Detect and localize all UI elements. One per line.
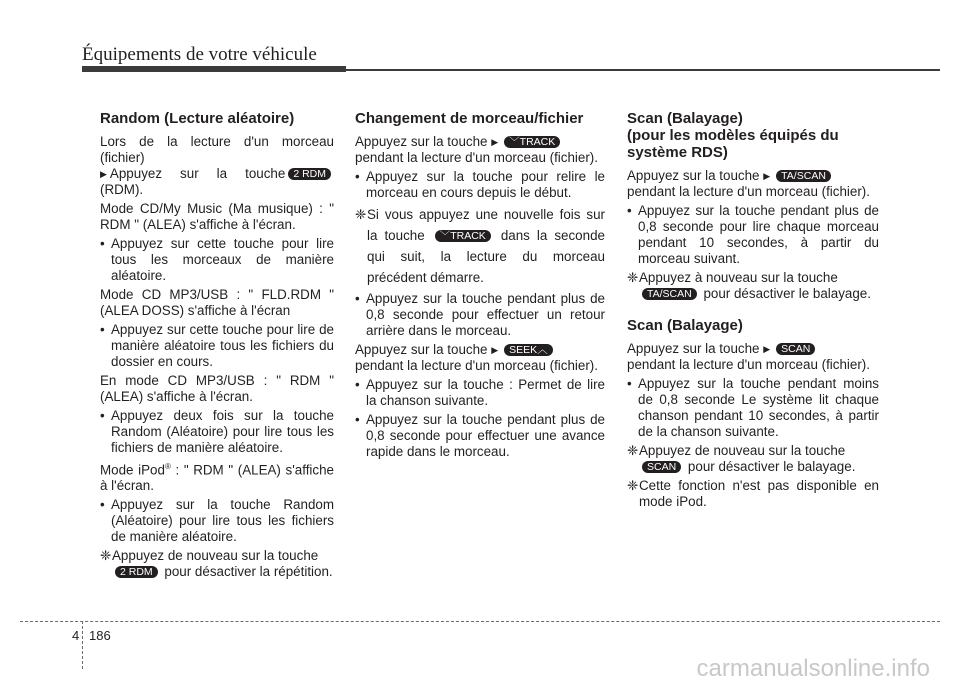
note-item: ❈ Si vous appuyez une nouvelle fois sur la touche ﹀TRACK dans la seconde qui suit, la lecture du morceau précédent démarre. xyxy=(355,207,605,285)
bullet-item: • Appuyez sur cette touche pour lire de manière aléatoire tous les fichiers du dossier en cours. xyxy=(100,322,334,370)
track-button-icon: ﹀TRACK xyxy=(435,230,491,242)
column-track-change xyxy=(355,110,605,463)
bullet-item: • Appuyez sur la touche pendant plus de 0,8 seconde pour lire chaque morceau pendant 10 secondes, à partir du morceau suivant. xyxy=(627,203,879,267)
header-rule xyxy=(82,66,940,73)
bullet-item: • Appuyez sur la touche Random (Aléatoire) pour lire tous les fichiers de manière aléatoire. xyxy=(100,497,334,545)
scan-button-icon: SCAN xyxy=(776,343,815,355)
heading-track-change: Changement de morceau/fichier xyxy=(355,110,584,127)
play-arrow-icon: ▶ xyxy=(100,169,107,179)
rdm-button-icon: 2 RDM xyxy=(288,168,331,180)
column-random xyxy=(100,110,334,583)
play-arrow-icon: ▶ xyxy=(491,137,499,147)
bullet-item: • Appuyez sur la touche : Permet de lire la chanson suivante. xyxy=(355,377,605,409)
watermark: carmanualsonline.info xyxy=(696,655,930,682)
bullet-item: • Appuyez sur la touche pendant moins de 0,8 seconde Le système lit chaque chanson pendant 10 secondes, à partir de la chanson suivante. xyxy=(627,376,879,440)
heading-random: Random (Lecture aléatoire) xyxy=(100,110,295,127)
chevron-icon: ︿ xyxy=(537,344,548,356)
paragraph: Appuyez sur la touche ▶ SCAN pendant la lecture d'un morceau (fichier). xyxy=(627,341,870,372)
paragraph: Appuyez sur la touche ▶ TA/SCAN pendant la lecture d'un morceau (fichier). xyxy=(627,168,870,199)
paragraph: Appuyez sur la touche ▶ ﹀TRACK pendant la lecture d'un morceau (fichier). xyxy=(355,134,598,165)
play-arrow-icon: ▶ xyxy=(763,344,771,354)
rdm-button-icon: 2 RDM xyxy=(115,566,158,578)
bullet-item: • Appuyez sur la touche pour relire le morceau en cours depuis le début. xyxy=(355,169,605,201)
paragraph: Appuyez sur la touche ▶ SEEK︿ pendant la lecture d'un morceau (fichier). xyxy=(355,342,598,373)
bullet-item: • Appuyez sur cette touche pour lire tous les morceaux de manière aléatoire. xyxy=(100,236,334,284)
paragraph: Mode CD MP3/USB : " FLD.RDM " (ALEA DOSS) s'affiche à l'écran xyxy=(100,287,334,318)
paragraph: En mode CD MP3/USB : " RDM " (ALEA) s'affiche à l'écran. xyxy=(100,373,334,404)
heading-scan: Scan (Balayage) xyxy=(627,317,743,334)
chevron-icon: ﹀ xyxy=(439,230,451,242)
bullet-item: • Appuyez sur la touche pendant plus de 0,8 seconde pour effectuer une avance rapide dans le morceau. xyxy=(355,412,605,460)
note-item: ❈ Appuyez à nouveau sur la touche TA/SCAN pour désactiver le balayage. xyxy=(627,270,871,301)
seek-button-icon: SEEK︿ xyxy=(504,344,553,356)
column-scan xyxy=(627,110,879,513)
tascan-button-icon: TA/SCAN xyxy=(642,288,697,300)
footer-rule xyxy=(20,621,940,622)
bullet-item: • Appuyez deux fois sur la touche Random (Aléatoire) pour lire tous les fichiers de manière aléatoire. xyxy=(100,408,334,456)
scan-button-icon: SCAN xyxy=(642,461,681,473)
track-button-icon: ﹀TRACK xyxy=(504,136,560,148)
play-arrow-icon: ▶ xyxy=(491,345,499,355)
page-number: 186 xyxy=(89,628,111,643)
heading-scan-rds: Scan (Balayage) (pour les modèles équipés du système RDS) xyxy=(627,110,839,161)
play-arrow-icon: ▶ xyxy=(763,171,771,181)
footer-separator xyxy=(82,621,83,669)
bullet-item: • Appuyez sur la touche pendant plus de 0,8 seconde pour effectuer un retour arrière dans le morceau. xyxy=(355,291,605,339)
note-item: ❈ Appuyez de nouveau sur la touche SCAN pour désactiver le balayage. xyxy=(627,443,856,474)
page-header-title: Équipements de votre véhicule xyxy=(82,44,317,65)
paragraph: Mode iPod® : " RDM " (ALEA) s'affiche à l'écran. xyxy=(100,462,334,494)
tascan-button-icon: TA/SCAN xyxy=(776,170,831,182)
chevron-icon: ﹀ xyxy=(509,136,520,148)
note-item: ❈ Cette fonction n'est pas disponible en mode iPod. xyxy=(627,478,879,509)
note-item: ❈ Appuyez de nouveau sur la touche 2 RDM pour désactiver la répétition. xyxy=(100,548,333,580)
paragraph: Mode CD/My Music (Ma musique) : " RDM " (ALEA) s'affiche à l'écran. xyxy=(100,201,334,232)
paragraph: Lors de la lecture d'un morceau (fichier) ▶ Appuyez sur la touche 2 RDM(RDM). xyxy=(100,134,334,197)
section-number: 4 xyxy=(72,628,80,643)
